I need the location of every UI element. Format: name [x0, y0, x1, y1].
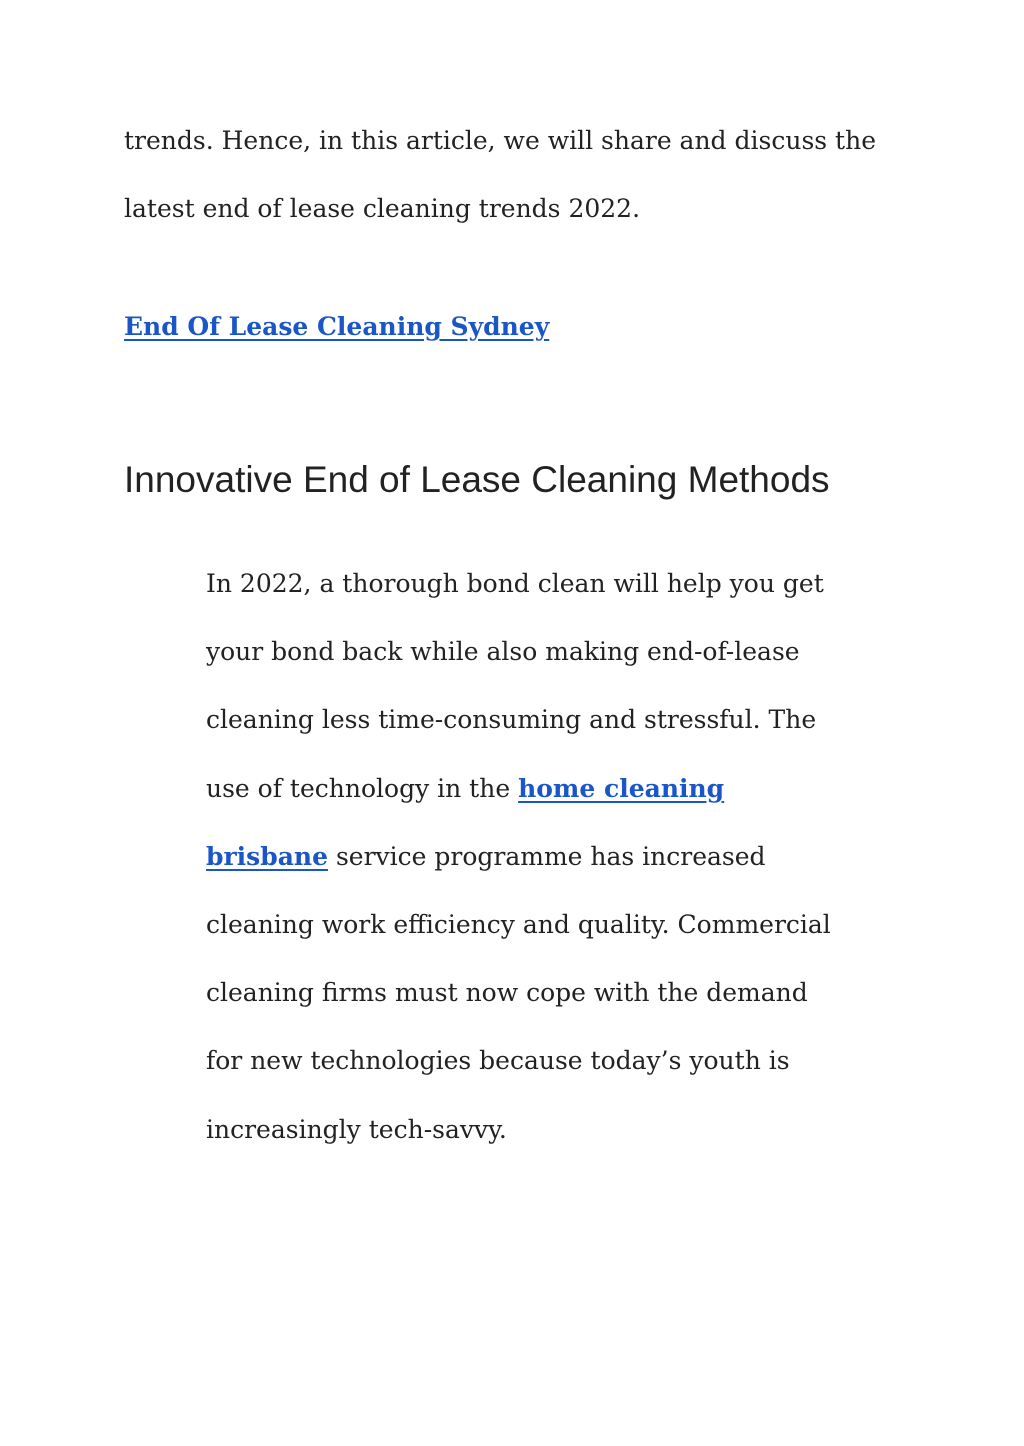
body-line-3: cleaning less time-consuming and stressful. The: [206, 705, 817, 734]
body-line-7: cleaning firms must now cope with the demand: [206, 978, 808, 1007]
body-line-2: your bond back while also making end-of-lease: [206, 637, 800, 666]
body-line-5: [206, 844, 766, 869]
body-line-1: In 2022, a thorough bond clean will help you get: [206, 569, 824, 598]
body-line-6: cleaning work efficiency and quality. Commercial: [206, 910, 831, 939]
end-of-lease-cleaning-sydney-link[interactable]: End Of Lease Cleaning Sydney: [124, 312, 550, 341]
body-line-8: for new technologies because today’s youth is: [206, 1046, 790, 1075]
home-cleaning-brisbane-link-part-1[interactable]: home cleaning: [518, 774, 725, 803]
intro-line-1: trends. Hence, in this article, we will share and discuss the: [124, 126, 876, 155]
body-line-4: [206, 776, 724, 801]
section-heading: Innovative End of Lease Cleaning Methods: [124, 459, 830, 500]
body-line-9: increasingly tech-savvy.: [206, 1115, 507, 1144]
body-line-4-text: use of technology in the: [206, 774, 519, 803]
body-line-5-text: service programme has increased: [328, 842, 766, 871]
intro-line-2: latest end of lease cleaning trends 2022.: [124, 194, 641, 223]
home-cleaning-brisbane-link-part-2[interactable]: brisbane: [206, 842, 328, 871]
